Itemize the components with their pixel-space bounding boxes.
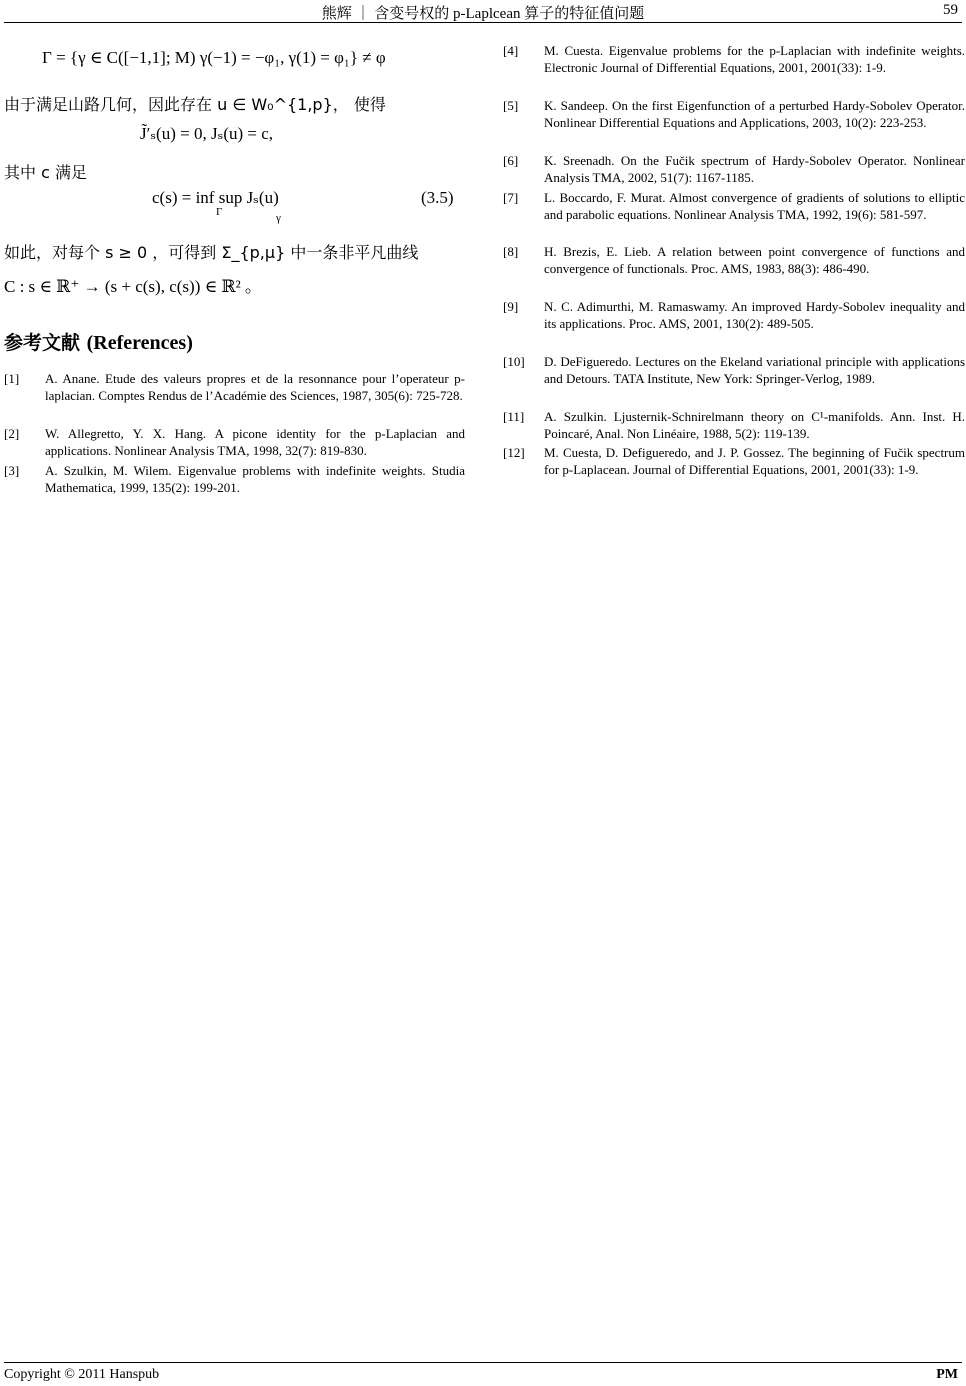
reference-text: M. Cuesta, D. Defigueredo, and J. P. Gossez. The beginning of Fučik spectrum for p-Laplacean. Journal of Differential Equations, 2001, 2001(33): 1-9. [544,445,965,477]
references-heading-en: (References) [86,332,193,354]
reference-text: D. DeFigueredo. Lectures on the Ekeland variational principle with applications and Detours. TATA Institute, New York: Springer-Verlog, 1989. [544,354,965,386]
reference-text: N. C. Adimurthi, M. Ramaswamy. An improved Hardy-Sobolev inequality and its applications. Proc. AMS, 2001, 130(2): 489-505. [544,299,965,331]
reference-number: [12] [503,445,525,460]
copyright: Copyright © 2011 Hanspub [4,1367,160,1382]
references-heading-cn: 参考文献 [4,332,81,354]
footer-rule [4,1362,962,1363]
reference-number: [5] [503,98,519,113]
reference-text: L. Boccardo, F. Murat. Almost convergence of gradients of solutions to elliptic and parabolic equations. Nonlinear Analysis TMA, 1992, 19(6): 581-597. [544,190,965,222]
references-heading [4,328,193,355]
equation-minimax-inf-subscript: Γ [216,206,223,218]
reference-text: K. Sreenadh. On the Fučik spectrum of Hardy-Sobolev Operator. Nonlinear Analysis TMA, 2002, 51(7): 1167-1185. [544,153,965,185]
reference-number: [7] [503,190,519,205]
paragraph-mountain-pass: 由于满足山路几何，因此存在 u ∈ W₀^{1,p}， 使得 [4,95,386,114]
page-number: 59 [943,2,958,18]
reference-number: [8] [503,244,519,259]
equation-gamma: Γ = {γ ∈ C([−1,1]; M) γ(−1) = −φ₁, γ(1) = φ₁} ≠ φ [42,48,386,67]
reference-text: K. Sandeep. On the first Eigenfunction of a perturbed Hardy-Sobolev Operator. Nonlinear Differential Equations and Applications, 2003, 10(2): 223-253. [544,98,965,130]
reference-number: [2] [4,426,20,441]
header-rule [4,22,962,23]
equation-minimax-sup-subscript: γ [276,212,281,224]
paragraph-c-satisfies: 其中 c 满足 [4,163,87,182]
reference-number: [3] [4,463,20,478]
running-title: 熊辉 ｜ 含变号权的 p-Laplcean 算子的特征值问题 [321,6,645,22]
reference-text: W. Allegretto, Y. X. Hang. A picone identity for the p-Laplacian and applications. Nonlinear Analysis TMA, 1998, 32(7): 819-830. [45,426,465,458]
reference-number: [10] [503,354,525,369]
reference-number: [9] [503,299,519,314]
journal-abbrev: PM [936,1367,958,1382]
reference-number: [1] [4,371,20,386]
reference-text: A. Anane. Etude des valeurs propres et de la resonnance pour l’operateur p-laplacian. Comptes Rendus de l’Académie des Sciences, 1987, 305(6): 725-728. [45,371,465,403]
page-header [0,2,966,24]
reference-text: A. Szulkin, M. Wilem. Eigenvalue problems with indefinite weights. Studia Mathematica, 1999, 135(2): 199-201. [45,463,465,495]
reference-text: A. Szulkin. Ljusternik-Schnirelmann theory on C¹-manifolds. Ann. Inst. H. Poincaré, Anal. Non Linéaire, 1988, 5(2): 119-139. [544,409,965,441]
reference-number: [4] [503,43,519,58]
equation-curve: C : s ∈ ℝ⁺ → (s + c(s), c(s)) ∈ ℝ² 。 [4,277,262,296]
page-footer [4,1364,958,1384]
equation-critical-point: J̃′ₛ(u) = 0, Jₛ(u) = c, [140,124,274,143]
equation-number: (3.5) [421,188,454,207]
reference-number: [11] [503,409,525,424]
reference-text: M. Cuesta. Eigenvalue problems for the p-Laplacian with indefinite weights. Electronic Journal of Differential Equations, 2001, 2001(33): 1-9. [544,43,965,75]
equation-minimax: c(s) = inf sup Jₛ(u) [152,188,279,207]
reference-number: [6] [503,153,519,168]
reference-text: H. Brezis, E. Lieb. A relation between point convergence of functions and convergence of functionals. Proc. AMS, 1983, 88(3): 486-490. [544,244,965,276]
paragraph-nontrivial-curve: 如此，对每个 s ≥ 0 ，可得到 Σ_{p,μ} 中一条非平凡曲线 [4,243,419,262]
